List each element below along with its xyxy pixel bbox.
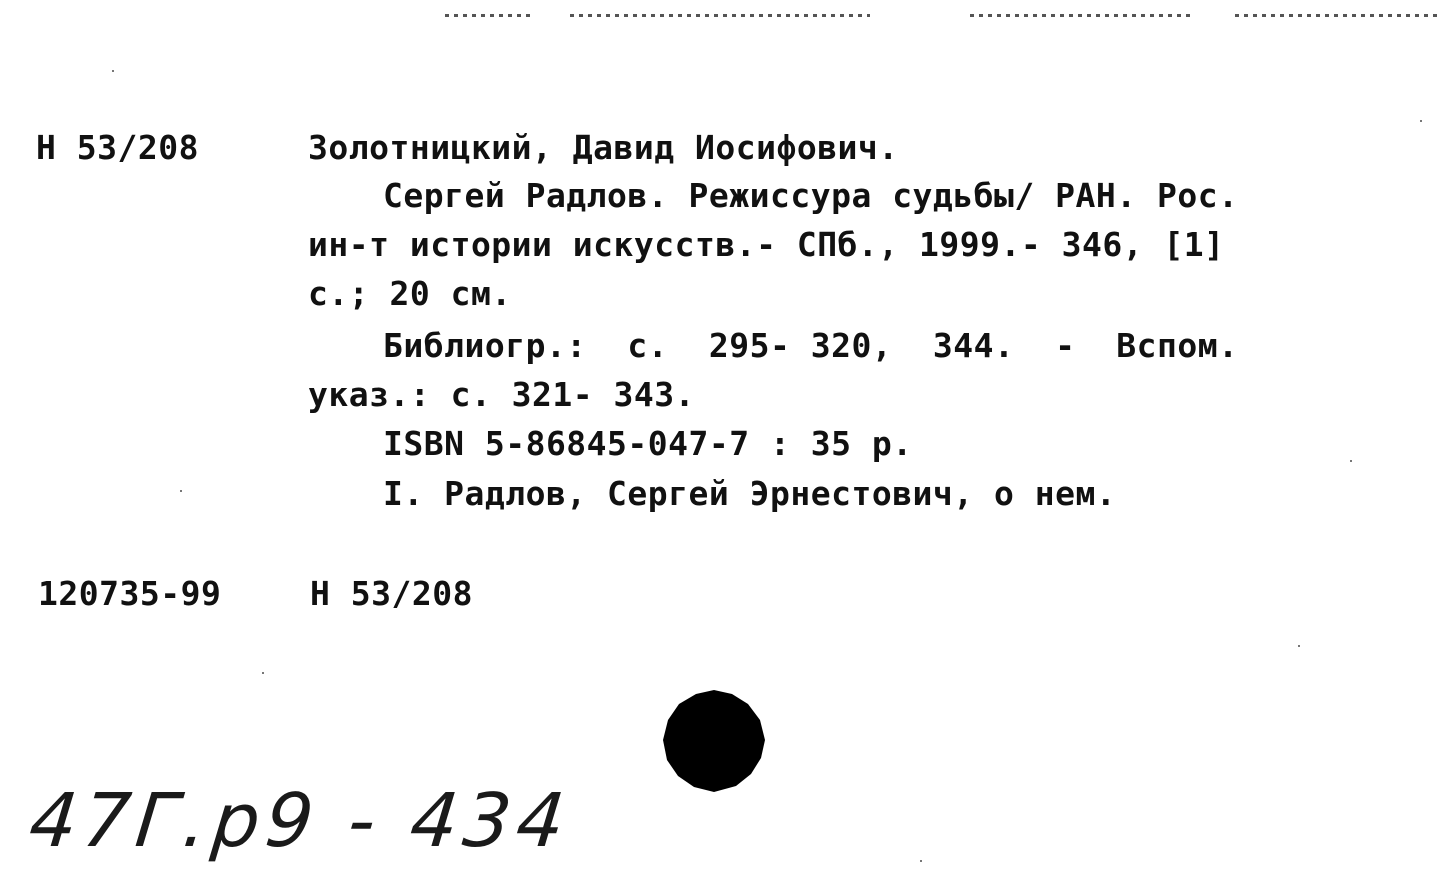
title-line: Сергей Радлов. Режиссура судьбы/ РАН. Рос. <box>383 176 1239 215</box>
author-heading: Золотницкий, Давид Иосифович. <box>308 128 899 167</box>
top-dashed-mark <box>970 14 1190 17</box>
punch-hole <box>662 688 766 794</box>
accession-number: 120735-99 <box>38 574 222 613</box>
call-number: Н 53/208 <box>36 128 199 167</box>
bibliography-note: Библиогр.: с. 295- 320, 344. - Вспом. <box>383 326 1239 365</box>
collation-line: с.; 20 см. <box>308 274 512 313</box>
speck <box>112 70 114 72</box>
speck <box>180 490 182 492</box>
subject-tracing: I. Радлов, Сергей Эрнестович, о нем. <box>383 474 1117 513</box>
top-dashed-mark <box>1235 14 1440 17</box>
speck <box>262 672 264 674</box>
handwritten-shelf-code: 47Г.р9 - 434 <box>25 778 575 864</box>
speck <box>1350 460 1352 462</box>
speck <box>1298 645 1300 647</box>
speck <box>1420 120 1422 122</box>
top-dashed-mark <box>570 14 870 17</box>
bottom-call-number: Н 53/208 <box>310 574 473 613</box>
speck <box>920 860 922 862</box>
top-dashed-mark <box>445 14 535 17</box>
isbn-price: ISBN 5-86845-047-7 : 35 р. <box>383 424 913 463</box>
index-note: указ.: с. 321- 343. <box>308 375 695 414</box>
imprint-line: ин-т истории искусств.- СПб., 1999.- 346, [1] <box>308 225 1225 264</box>
